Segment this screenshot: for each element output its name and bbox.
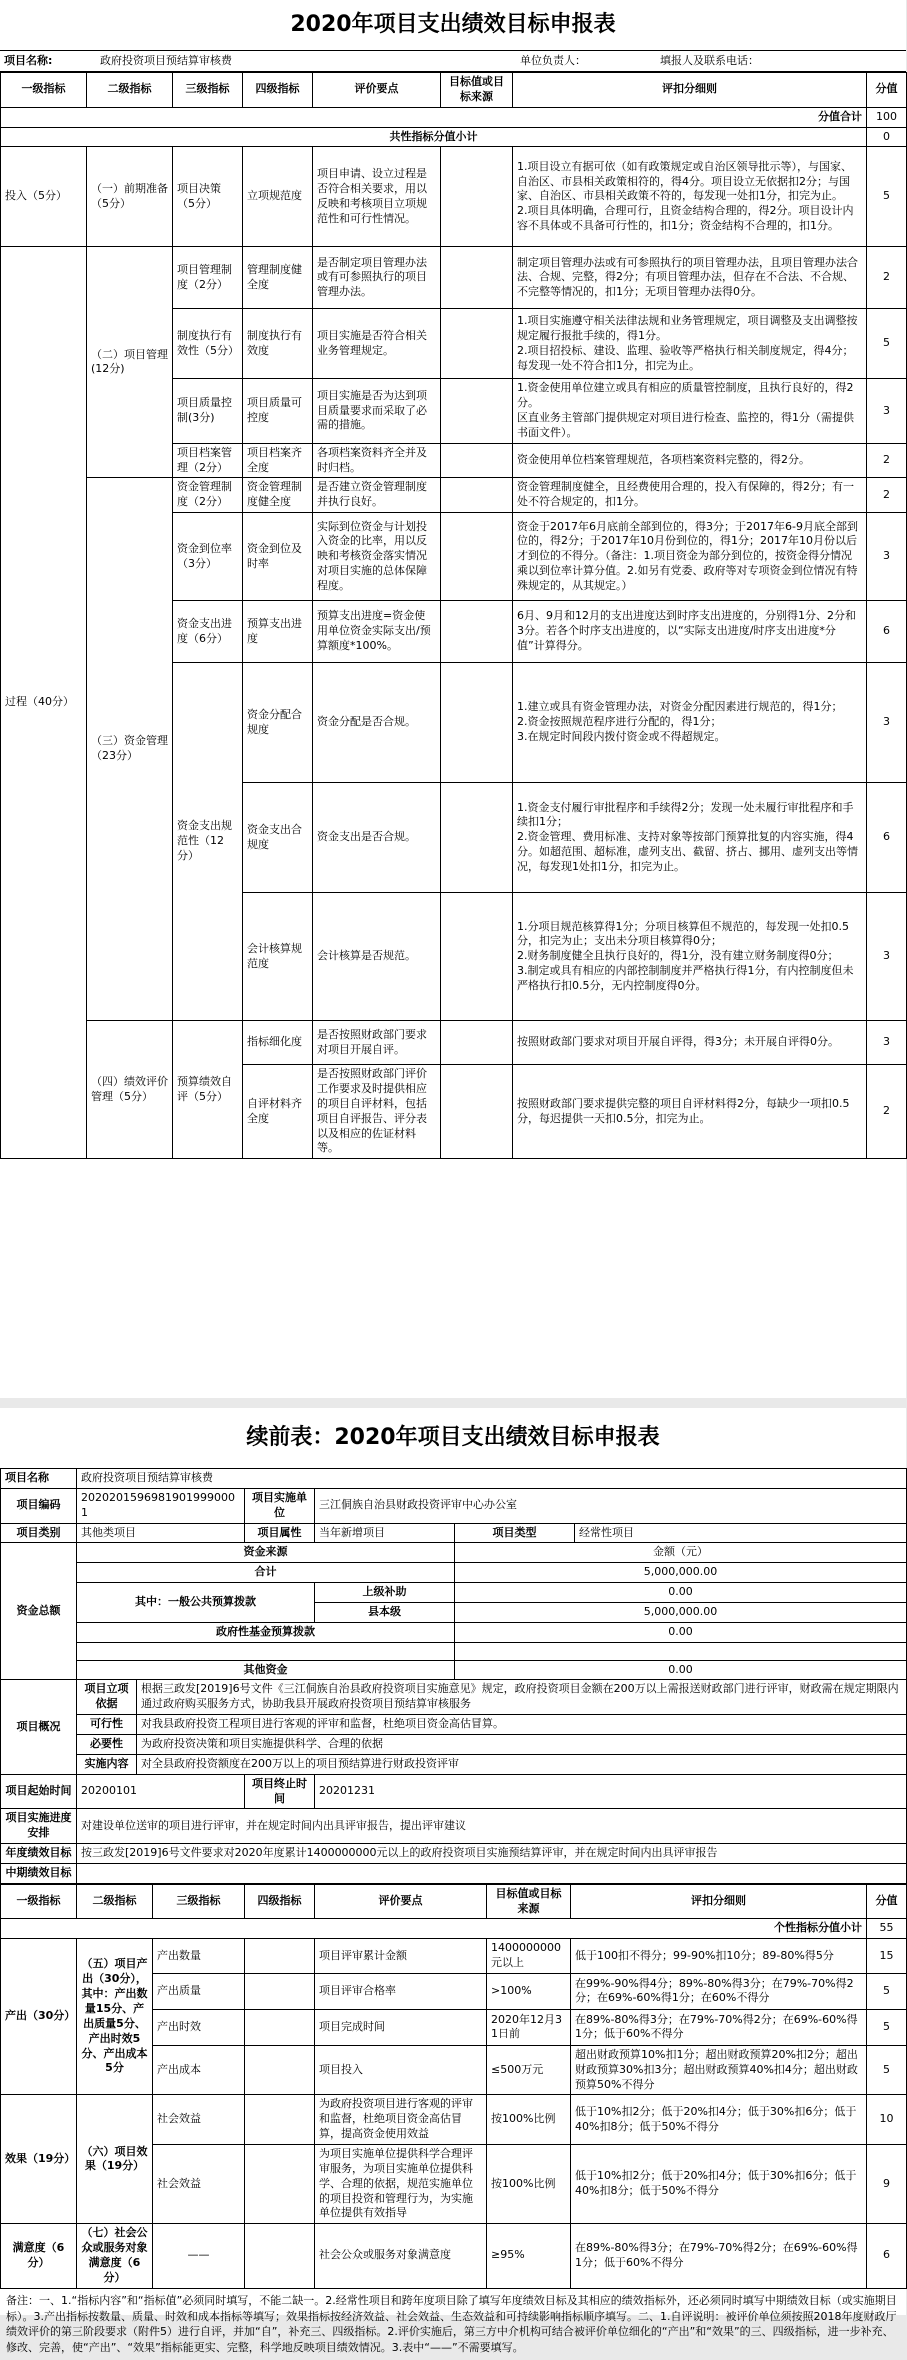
funds-row xyxy=(1,1660,907,1680)
project-name-label: 项目名称: xyxy=(4,53,53,67)
l3-cell: 产出成本 xyxy=(153,2045,245,2095)
l3-cell: 产出数量 xyxy=(153,1939,245,1974)
score-cell: 5 xyxy=(867,2009,907,2045)
l4-cell xyxy=(245,2009,315,2045)
end-label: 项目终止时间 xyxy=(245,1774,315,1809)
col-header: 评价要点 xyxy=(315,1884,487,1919)
l3-cell: 资金支出进度（6分） xyxy=(173,601,243,663)
progress-value: 对建设单位送审的项目进行评审，并在规定时间内出具评审报告，提出评审建议 xyxy=(77,1809,907,1844)
point-cell: 资金分配是否合规。 xyxy=(313,663,441,783)
content-value: 对全县政府投资额度在200万以上的项目预结算进行财政投资评审 xyxy=(137,1754,907,1774)
unit-head-label: 单位负责人： xyxy=(520,53,586,67)
personal-subtotal-value: 55 xyxy=(867,1919,907,1939)
sheet-2 xyxy=(0,1408,906,2355)
point-cell: 社会公众或服务对象满意度 xyxy=(315,2224,487,2288)
l3-cell: 项目档案管理（2分） xyxy=(173,443,243,478)
rules-cell: 在99%-90%得4分；89%-80%得3分；在79%-70%得2分；在69%-60%得1分；在60%不得分 xyxy=(571,1973,867,2009)
necessity-label: 必要性 xyxy=(77,1734,137,1754)
common-subtotal-value: 0 xyxy=(867,127,907,147)
score-cell: 3 xyxy=(867,663,907,783)
table-row xyxy=(1,147,907,247)
l3-cell: 资金到位率（3分） xyxy=(173,513,243,601)
target-cell xyxy=(441,893,513,1021)
l4-cell: 项目档案齐全度 xyxy=(243,443,313,478)
project-name-value: 政府投资项目预结算审核费 xyxy=(100,53,232,67)
funds-county-value: 5,000,000.00 xyxy=(455,1602,907,1622)
rules-cell: 在89%-80%得3分；在79%-70%得2分；在69%-60%得1分；低于60%不得分 xyxy=(571,2224,867,2288)
l1-cell: 过程（40分） xyxy=(1,247,87,1159)
l3-cell: 资金支出规范性（12分） xyxy=(173,663,243,1021)
l4-cell xyxy=(245,2095,315,2145)
personal-subtotal-label: 个性指标分值小计 xyxy=(1,1919,867,1939)
overview-label: 项目概况 xyxy=(1,1680,77,1774)
funds-total-label: 合计 xyxy=(77,1563,455,1583)
score-cell: 6 xyxy=(867,783,907,893)
table-row xyxy=(1,2224,907,2288)
funds-county-label: 县本级 xyxy=(315,1602,455,1622)
target-cell xyxy=(441,1065,513,1159)
rules-cell: 超出财政预算10%扣1分；超出财政预算20%扣2分；超出财政预算30%扣3分；超出财政预算40%扣4分；超出财政预算50%不得分 xyxy=(571,2045,867,2095)
l3-cell: 项目决策（5分） xyxy=(173,147,243,247)
midterm-row xyxy=(1,1863,907,1883)
rules-cell: 1.项目设立有据可依（如有政策规定或自治区领导批示等），与国家、自治区、市县相关政策相符的，得4分。项目设立无依据扣2分；与国家、自治区、市县相关政策不符的，每发现一处扣1分，扣完为止。 2.项目具体明确，合理可行，且资金结构合理的，得2分。项目设计内容不具体或不具备可行性的，扣1分；资金结构不合理的，扣1分。 xyxy=(513,147,867,247)
sheet1-header-row xyxy=(1,73,907,108)
point-cell: 项目实施是否为达到项目质量要求而采取了必需的措施。 xyxy=(313,379,441,443)
table-row xyxy=(1,247,907,309)
type-value: 经常性项目 xyxy=(575,1523,907,1543)
type-label: 项目类型 xyxy=(455,1523,575,1543)
l3-cell: 产出质量 xyxy=(153,1973,245,2009)
sheet2-indicator-table xyxy=(0,1884,907,2289)
funds-spacer xyxy=(455,1642,907,1660)
rules-cell: 低于10%扣2分；低于20%扣4分；低于30%扣6分；低于40%扣8分；低于50%不得分 xyxy=(571,2145,867,2224)
rules-cell: 1.资金使用单位建立或具有相应的质量管控制度，且执行良好的，得2分。 区直业务主管部门提供规定对项目进行检查、监控的，得1分（需提供书面文件）。 xyxy=(513,379,867,443)
rules-cell: 低于100扣不得分；99-90%扣10分；89-80%得5分 xyxy=(571,1939,867,1974)
l2-cell: （五）项目产出（30分），其中：产出数量15分、产出质量5分、产出时效5分、产出成本5分 xyxy=(77,1939,153,2095)
col-header: 分值 xyxy=(867,1884,907,1919)
l4-cell: 指标细化度 xyxy=(243,1021,313,1065)
target-cell: ≤500万元 xyxy=(487,2045,571,2095)
rules-cell: 1.建立或具有资金管理办法，对资金分配因素进行规范的，得1分； 2.资金按照规范程序进行分配的，得1分； 3.在规定时间段内拨付资金或不得超规定。 xyxy=(513,663,867,783)
col-header: 目标值或目标来源 xyxy=(487,1884,571,1919)
target-cell xyxy=(441,443,513,478)
table-row xyxy=(1,2095,907,2145)
l4-cell: 资金分配合规度 xyxy=(243,663,313,783)
col-header: 分值 xyxy=(867,73,907,108)
score-cell: 3 xyxy=(867,893,907,1021)
point-cell: 实际到位资金与计划投入资金的比率，用以反映和考核资金落实情况对项目实施的总体保障程度。 xyxy=(313,513,441,601)
table-row xyxy=(1,1021,907,1065)
overview-row xyxy=(1,1680,907,1715)
l4-cell: 会计核算规范度 xyxy=(243,893,313,1021)
point-cell: 为项目实施单位提供科学合理评审服务，为项目实施单位提供科学、合理的依据，规范实施单位的项目投资和管理行为，为实施单位提供有效指导 xyxy=(315,2145,487,2224)
funds-amount-label: 金额（元） xyxy=(455,1543,907,1563)
target-cell xyxy=(441,478,513,513)
target-cell: ≥95% xyxy=(487,2224,571,2288)
funds-upper-label: 上级补助 xyxy=(315,1583,455,1603)
col-header: 一级指标 xyxy=(1,73,87,108)
col-header: 二级指标 xyxy=(77,1884,153,1919)
funds-row xyxy=(1,1563,907,1583)
funds-total-value: 5,000,000.00 xyxy=(455,1563,907,1583)
info-row xyxy=(1,1523,907,1543)
start-label: 项目起始时间 xyxy=(1,1774,77,1809)
col-header: 目标值或目标来源 xyxy=(441,73,513,108)
basis-label: 项目立项依据 xyxy=(77,1680,137,1715)
sheet1-indicator-table xyxy=(0,72,907,1159)
rules-cell: 1.项目实施遵守相关法律法规和业务管理规定，项目调整及支出调整按规定履行报批手续的，得1分。 2.项目招投标、建设、监理、验收等严格执行相关制度规定，得4分；每发现一处不符合扣1分，扣完为止。 xyxy=(513,309,867,379)
feasibility-value: 对我县政府投资工程项目进行客观的评审和监督，杜绝项目资金高估冒算。 xyxy=(137,1715,907,1735)
l3-cell: 社会效益 xyxy=(153,2095,245,2145)
l4-cell xyxy=(245,2145,315,2224)
end-value: 20201231 xyxy=(315,1774,907,1809)
l2-cell: （二）项目管理(12分) xyxy=(87,247,173,478)
progress-label: 项目实施进度安排 xyxy=(1,1809,77,1844)
score-total-label: 分值合计 xyxy=(1,107,867,127)
target-cell xyxy=(441,247,513,309)
score-cell: 3 xyxy=(867,379,907,443)
funds-other-value: 0.00 xyxy=(455,1660,907,1680)
target-cell: 按100%比例 xyxy=(487,2095,571,2145)
target-cell xyxy=(441,783,513,893)
rules-cell: 按照财政部门要求对项目开展自评得，得3分；未开展自评得0分。 xyxy=(513,1021,867,1065)
score-cell: 2 xyxy=(867,478,907,513)
l3-cell: —— xyxy=(153,2224,245,2288)
filler-label: 填报人及联系电话： xyxy=(660,53,759,67)
l3-cell: 社会效益 xyxy=(153,2145,245,2224)
point-cell: 项目评审合格率 xyxy=(315,1973,487,2009)
table-row xyxy=(1,478,907,513)
l2-cell: （六）项目效果（19分） xyxy=(77,2095,153,2224)
table-row xyxy=(1,1939,907,1974)
overview-row xyxy=(1,1754,907,1774)
col-header: 一级指标 xyxy=(1,1884,77,1919)
rules-cell: 低于10%扣2分；低于20%扣4分；低于30%扣6分；低于40%扣8分；低于50%不得分 xyxy=(571,2095,867,2145)
l2-cell: （一）前期准备（5分） xyxy=(87,147,173,247)
funds-upper-value: 0.00 xyxy=(455,1583,907,1603)
point-cell: 各项档案资料齐全并及时归档。 xyxy=(313,443,441,478)
project-code-value: 20202015969819019990001 xyxy=(77,1488,245,1523)
l4-cell: 资金支出合规度 xyxy=(243,783,313,893)
score-cell: 9 xyxy=(867,2145,907,2224)
l2-cell: （七）社会公众或服务对象满意度（6分） xyxy=(77,2224,153,2288)
l4-cell: 项目质量可控度 xyxy=(243,379,313,443)
category-value: 其他类项目 xyxy=(77,1523,245,1543)
content-label: 实施内容 xyxy=(77,1754,137,1774)
l2-cell: （四）绩效评价管理（5分） xyxy=(87,1021,173,1159)
point-cell: 是否建立资金管理制度并执行良好。 xyxy=(313,478,441,513)
funds-other-label: 其他资金 xyxy=(77,1660,455,1680)
funds-row xyxy=(1,1543,907,1563)
footnote: 备注：一、1.“指标内容”和“指标值”必须同时填写，不能二缺一。2.经常性项目和跨年度项目除了填写年度绩效目标及其相应的绩效指标外，还必须同时填写中期绩效目标（或实施期目标）。3.产出指标按数量、质量、时效和成本指标等填写；效果指标按经济效益、社会效益、生态效益和可持续影响指标顺序填写。二、1.自评说明：被评价单位须按照2018年度财政厅绩效评价的第三阶段要求（附件5）进行自评，并加“自”，补充三、四级指标。2.评价实施后，第三方中介机构可结合被评价单位细化的“产出”和“效果”的三、四级指标，进一步补充、修改、完善，使“产出”、“效果”指标能更实、完整，科学地反映项目绩效情况。3.表中“——”不需要填写。 xyxy=(6,2293,897,2355)
sheet2-header-row xyxy=(1,1884,907,1919)
funds-spacer xyxy=(77,1642,455,1660)
l3-cell: 项目管理制度（2分） xyxy=(173,247,243,309)
target-cell xyxy=(441,663,513,783)
rules-cell: 制定项目管理办法或有可参照执行的项目管理办法，且项目管理办法合法、合规、完整，得2分；有项目管理办法，但存在不合法、不合规、不完整等情况的，扣1分；无项目管理办法得0分。 xyxy=(513,247,867,309)
l4-cell xyxy=(245,2224,315,2288)
target-cell xyxy=(441,309,513,379)
rules-cell: 资金管理制度健全，且经费使用合理的，投入有保障的，得2分；有一处不符合规定的，扣1分。 xyxy=(513,478,867,513)
impl-unit-label: 项目实施单位 xyxy=(245,1488,315,1523)
annual-row xyxy=(1,1844,907,1864)
point-cell: 项目完成时间 xyxy=(315,2009,487,2045)
col-header: 三级指标 xyxy=(153,1884,245,1919)
attribute-value: 当年新增项目 xyxy=(315,1523,455,1543)
rules-cell: 1.分项目规范核算得1分；分项目核算但不规范的，每发现一处扣0.5分，扣完为止；支出未分项目核算得0分； 2.财务制度健全且执行良好的，得1分，没有建立财务制度得0分； 3.制定或具有相应的内部控制制度并严格执行得1分，有内控制度但未严格执行扣0.5分，无内控制度得0分。 xyxy=(513,893,867,1021)
l3-cell: 制度执行有效性（5分） xyxy=(173,309,243,379)
l3-cell: 资金管理制度（2分） xyxy=(173,478,243,513)
project-name-value: 政府投资项目预结算审核费 xyxy=(77,1469,907,1489)
point-cell: 项目投入 xyxy=(315,2045,487,2095)
annual-label: 年度绩效目标 xyxy=(1,1844,77,1864)
rules-cell: 6月、9月和12月的支出进度达到时序支出进度的，分别得1分、2分和3分。若各个时序支出进度的，以“实际支出进度/时序支出进度*分值”计算得分。 xyxy=(513,601,867,663)
target-cell xyxy=(441,379,513,443)
l2-cell: （三）资金管理（23分） xyxy=(87,478,173,1021)
point-cell: 是否按照财政部门评价工作要求及时提供相应的项目自评材料，包括项目自评报告、评分表以及相应的佐证材料等。 xyxy=(313,1065,441,1159)
sheet1-title: 2020年项目支出绩效目标申报表 xyxy=(290,12,616,37)
score-cell: 2 xyxy=(867,247,907,309)
rules-cell: 资金于2017年6月底前全部到位的，得3分；于2017年6-9月底全部到位的，得2分；于2017年10月份到位的，得1分；2017年10月份以后才到位的不得分。（备注：1.项目资金为部分到位的，按资金得分情况乘以到位率计算分值。2.如另有党委、政府等对专项资金到位情况有特殊规定的，从其规定。） xyxy=(513,513,867,601)
col-header: 评扣分细则 xyxy=(571,1884,867,1919)
l4-cell: 自评材料齐全度 xyxy=(243,1065,313,1159)
rules-cell: 按照财政部门要求提供完整的项目自评材料得2分，每缺少一项扣0.5分，每迟提供一天扣0.5分，扣完为止。 xyxy=(513,1065,867,1159)
l3-cell: 预算绩效自评（5分） xyxy=(173,1021,243,1159)
sheet2-title: 续前表：2020年项目支出绩效目标申报表 xyxy=(246,1425,660,1450)
l1-cell: 满意度（6分） xyxy=(1,2224,77,2288)
target-cell: >100% xyxy=(487,1973,571,2009)
score-cell: 10 xyxy=(867,2095,907,2145)
funds-row xyxy=(1,1583,907,1603)
time-row xyxy=(1,1774,907,1809)
col-header: 评扣分细则 xyxy=(513,73,867,108)
target-cell xyxy=(441,601,513,663)
l3-cell: 产出时效 xyxy=(153,2009,245,2045)
l1-cell: 效果（19分） xyxy=(1,2095,77,2224)
point-cell: 项目评审累计金额 xyxy=(315,1939,487,1974)
point-cell: 是否按照财政部门要求对项目开展自评。 xyxy=(313,1021,441,1065)
rules-cell: 1.资金支付履行审批程序和手续得2分；发现一处未履行审批程序和手续扣1分； 2.资金管理、费用标准、支持对象等按部门预算批复的内容实施，得4分。如超范围、超标准，虚列支出、截留、挤占、挪用、虚列支出等情况，每发现1处扣1分，扣完为止。 xyxy=(513,783,867,893)
score-cell: 5 xyxy=(867,147,907,247)
sheet1-info-row xyxy=(0,50,906,72)
col-header: 三级指标 xyxy=(173,73,243,108)
funds-label: 资金总额 xyxy=(1,1543,77,1680)
l4-cell: 制度执行有效度 xyxy=(243,309,313,379)
score-cell: 6 xyxy=(867,601,907,663)
start-value: 20200101 xyxy=(77,1774,245,1809)
project-name-label: 项目名称 xyxy=(1,1469,77,1489)
funds-general-label: 其中：一般公共预算拨款 xyxy=(77,1583,315,1623)
score-cell: 3 xyxy=(867,513,907,601)
attribute-label: 项目属性 xyxy=(245,1523,315,1543)
point-cell: 为政府投资项目进行客观的评审和监督，杜绝项目资金高估冒算，提高资金使用效益 xyxy=(315,2095,487,2145)
l4-cell: 资金管理制度健全度 xyxy=(243,478,313,513)
rules-cell: 资金使用单位档案管理规范，各项档案资料完整的，得2分。 xyxy=(513,443,867,478)
project-code-label: 项目编码 xyxy=(1,1488,77,1523)
l4-cell: 管理制度健全度 xyxy=(243,247,313,309)
common-subtotal-row xyxy=(1,127,907,147)
funds-source-label: 资金来源 xyxy=(77,1543,455,1563)
l4-cell: 预算支出进度 xyxy=(243,601,313,663)
info-row xyxy=(1,1488,907,1523)
l4-cell xyxy=(245,2045,315,2095)
l4-cell: 立项规范度 xyxy=(243,147,313,247)
col-header: 四级指标 xyxy=(243,73,313,108)
funds-fund-label: 政府性基金预算拨款 xyxy=(77,1622,455,1642)
point-cell: 是否制定项目管理办法或有可参照执行的项目管理办法。 xyxy=(313,247,441,309)
l4-cell: 资金到位及时率 xyxy=(243,513,313,601)
score-total-row xyxy=(1,107,907,127)
score-cell: 6 xyxy=(867,2224,907,2288)
score-cell: 5 xyxy=(867,2045,907,2095)
l1-cell: 产出（30分） xyxy=(1,1939,77,2095)
funds-row xyxy=(1,1622,907,1642)
target-cell: 2020年12月31日前 xyxy=(487,2009,571,2045)
score-cell: 2 xyxy=(867,443,907,478)
point-cell: 项目实施是否符合相关业务管理规定。 xyxy=(313,309,441,379)
point-cell: 资金支出是否合规。 xyxy=(313,783,441,893)
score-cell: 3 xyxy=(867,1021,907,1065)
l4-cell xyxy=(245,1973,315,2009)
l4-cell xyxy=(245,1939,315,1974)
score-cell: 15 xyxy=(867,1939,907,1974)
overview-row xyxy=(1,1734,907,1754)
impl-unit-value: 三江侗族自治县财政投资评审中心办公室 xyxy=(315,1488,907,1523)
sheet2-info-table xyxy=(0,1468,907,1884)
category-label: 项目类别 xyxy=(1,1523,77,1543)
score-cell: 5 xyxy=(867,1973,907,2009)
l3-cell: 项目质量控制(3分) xyxy=(173,379,243,443)
basis-value: 根据三政发[2019]6号文件《三江侗族自治县政府投资项目实施意见》规定，政府投资项目金额在200万以上需报送财政部门进行评审，财政需在规定期限内通过政府购买服务方式，协助我县开展政府投资项目预结算审核服务 xyxy=(137,1680,907,1715)
annual-value: 按三政发[2019]6号文件要求对2020年度累计1400000000元以上的政府投资项目实施预结算评审，并在规定时间内出具评审报告 xyxy=(77,1844,907,1864)
score-cell: 2 xyxy=(867,1065,907,1159)
feasibility-label: 可行性 xyxy=(77,1715,137,1735)
funds-row xyxy=(1,1642,907,1660)
midterm-value xyxy=(77,1863,907,1883)
point-cell: 项目申请、设立过程是否符合相关要求，用以反映和考核项目立项规范性和可行性情况。 xyxy=(313,147,441,247)
col-header: 四级指标 xyxy=(245,1884,315,1919)
l1-cell: 投入（5分） xyxy=(1,147,87,247)
personal-subtotal-row xyxy=(1,1919,907,1939)
point-cell: 会计核算是否规范。 xyxy=(313,893,441,1021)
rules-cell: 在89%-80%得3分；在79%-70%得2分；在69%-60%得1分；低于60%不得分 xyxy=(571,2009,867,2045)
necessity-value: 为政府投资决策和项目实施提供科学、合理的依据 xyxy=(137,1734,907,1754)
common-subtotal-label: 共性指标分值小计 xyxy=(1,127,867,147)
progress-row xyxy=(1,1809,907,1844)
target-cell: 1400000000元以上 xyxy=(487,1939,571,1974)
target-cell xyxy=(441,147,513,247)
info-row xyxy=(1,1469,907,1489)
target-cell xyxy=(441,1021,513,1065)
overview-row xyxy=(1,1715,907,1735)
col-header: 评价要点 xyxy=(313,73,441,108)
point-cell: 预算支出进度=资金使用单位资金实际支出/预算额度*100%。 xyxy=(313,601,441,663)
score-total-value: 100 xyxy=(867,107,907,127)
target-cell xyxy=(441,513,513,601)
funds-fund-value: 0.00 xyxy=(455,1622,907,1642)
col-header: 二级指标 xyxy=(87,73,173,108)
midterm-label: 中期绩效目标 xyxy=(1,1863,77,1883)
target-cell: 按100%比例 xyxy=(487,2145,571,2224)
score-cell: 5 xyxy=(867,309,907,379)
